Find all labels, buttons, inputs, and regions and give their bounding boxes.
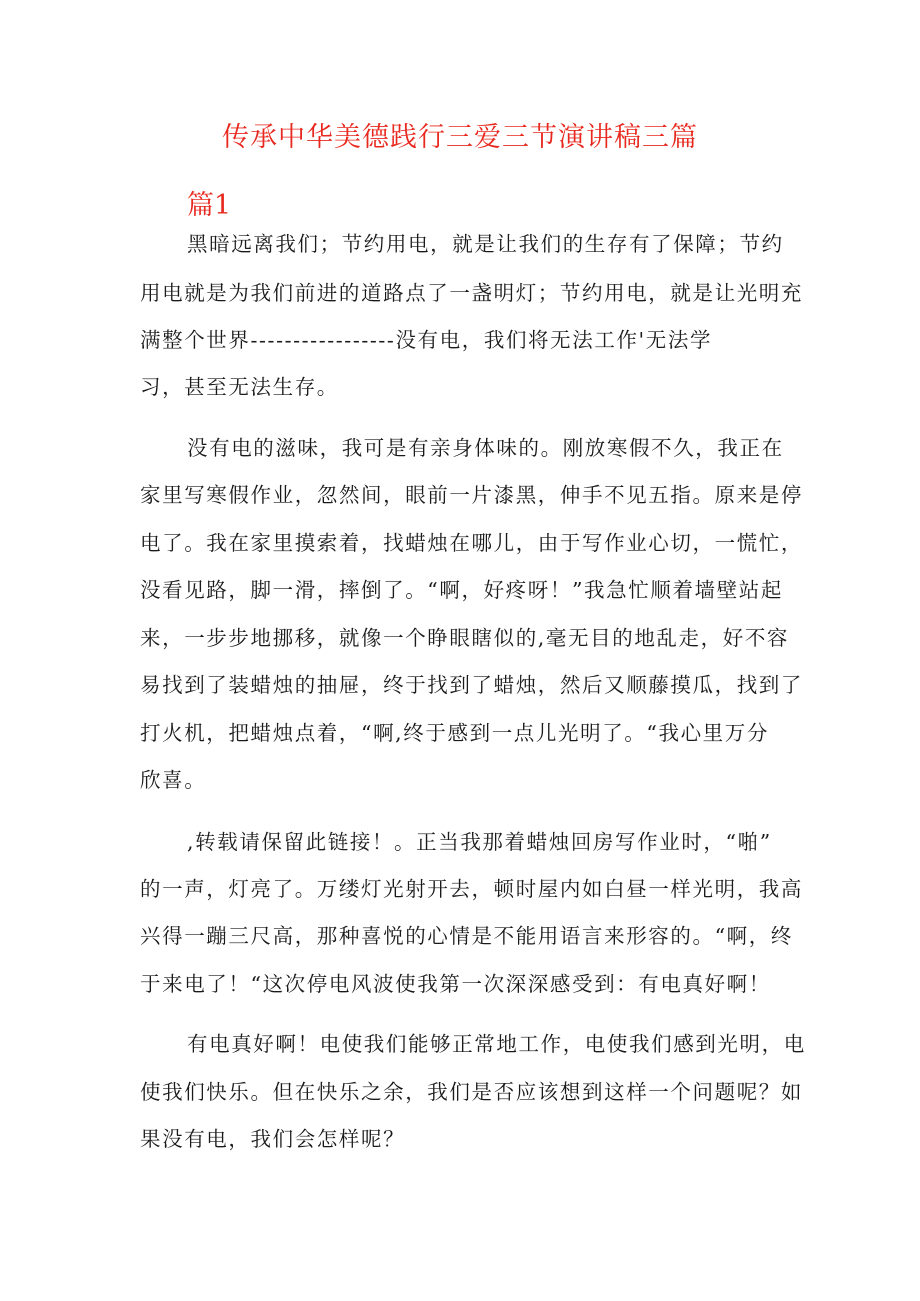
paragraph-2-line-1: 没有电的滋味，我可是有亲身体味的。刚放寒假不久，我正在: [187, 436, 784, 460]
paragraph-1-line-4: 习，甚至无法生存。: [140, 375, 339, 399]
paragraph-2-line-2: 家里写寒假作业，忽然间，眼前一片漆黑，伸手不见五指。原来是停: [140, 483, 803, 507]
paragraph-1-line-3: 满整个世界-----------------没有电，我们将无法工作'无法学: [140, 328, 713, 352]
paragraph-3-line-3: 兴得一蹦三尺高，那种喜悦的心情是不能用语言来形容的。“啊，终: [140, 924, 793, 948]
paragraph-3-line-4: 于来电了！“这次停电风波使我第一次深深感受到：有电真好啊！: [140, 972, 771, 996]
paragraph-4-line-3: 果没有电，我们会怎样呢？: [140, 1127, 406, 1151]
paragraph-2-line-4: 没看见路，脚一滑，摔倒了。“啊，好疼呀！”我急忙顺着墙壁站起: [140, 578, 783, 602]
paragraph-2-line-7: 打火机，把蜡烛点着，“啊,终于感到一点儿光明了。“我心里万分: [140, 721, 769, 745]
paragraph-3-line-2: 的一声，灯亮了。万缕灯光射开去，顿时屋内如白昼一样光明，我高: [140, 877, 803, 901]
paragraph-2-line-5: 来，一步步地挪移，就像一个睁眼瞎似的,毫无目的地乱走，好不容: [140, 626, 790, 650]
paragraph-4-line-1: 有电真好啊！电使我们能够正常地工作，电使我们感到光明，电: [187, 1032, 806, 1056]
document-title: 传承中华美德践行三爱三节演讲稿三篇: [222, 122, 698, 153]
paragraph-3-line-1: ,转载请保留此链接！。正当我那着蜡烛回房写作业时，“啪”: [187, 830, 772, 854]
paragraph-2-line-8: 欣喜。: [140, 768, 207, 792]
paragraph-1-line-2: 用电就是为我们前进的道路点了一盏明灯；节约用电，就是让光明充: [140, 281, 803, 305]
paragraph-2-line-6: 易找到了装蜡烛的抽屉，终于找到了蜡烛，然后又顺藤摸瓜，找到了: [140, 673, 803, 697]
paragraph-4-line-2: 使我们快乐。但在快乐之余，我们是否应该想到这样一个问题呢？如: [140, 1080, 803, 1104]
section-heading: 篇1: [187, 190, 232, 221]
paragraph-1-line-1: 黑暗远离我们；节约用电，就是让我们的生存有了保障；节约: [187, 232, 784, 256]
paragraph-2-line-3: 电了。我在家里摸索着，找蜡烛在哪儿，由于写作业心切，一慌忙，: [140, 531, 803, 555]
